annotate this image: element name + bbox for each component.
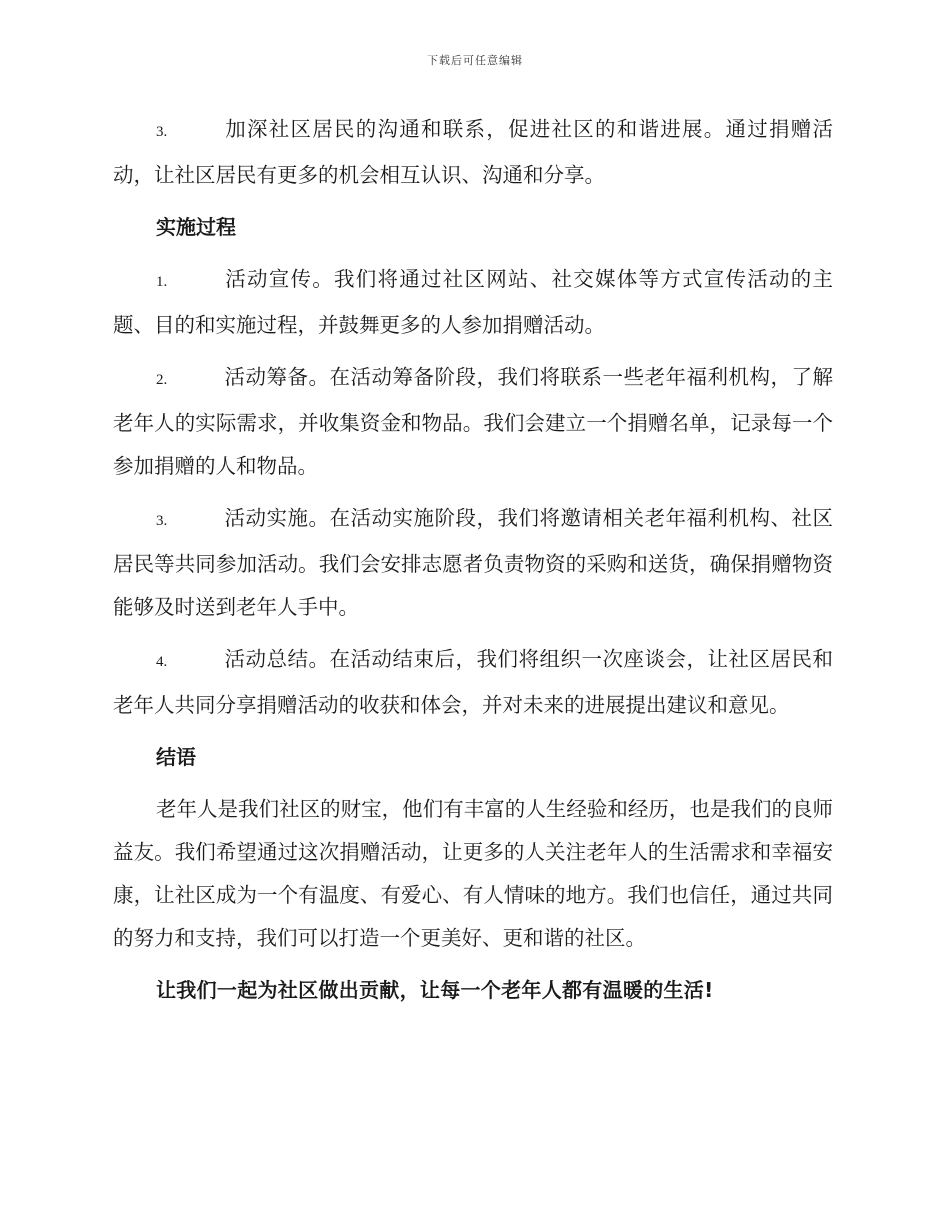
list-number: 2. [156, 372, 168, 388]
list-number: 3. [156, 124, 168, 140]
list-number: 1. [156, 274, 168, 290]
process-step-2-text: 活动筹备。在活动筹备阶段，我们将联系一些老年福利机构，了解老年人的实际需求，并收集资金和物品。我们会建立一个捐赠名单，记录每一个参加捐赠的人和物品。 [113, 365, 833, 478]
process-step-4 [113, 638, 833, 727]
process-step-3 [113, 497, 833, 629]
process-step-4-text: 活动总结。在活动结束后，我们将组织一次座谈会，让社区居民和老年人共同分享捐赠活动的收获和体会，并对未来的进展提出建议和意见。 [113, 647, 833, 717]
process-step-1 [113, 258, 833, 347]
process-step-3-text: 活动实施。在活动实施阶段，我们将邀请相关老年福利机构、社区居民等共同参加活动。我们会安排志愿者负责物资的采购和送货，确保捐赠物资能够及时送到老年人手中。 [113, 506, 833, 619]
document-body [113, 108, 833, 1021]
goal-item-3-text: 加深社区居民的沟通和联系，促进社区的和谐进展。通过捐赠活动，让社区居民有更多的机会相互认识、沟通和分享。 [113, 117, 833, 187]
section-heading-conclusion: 结语 [156, 745, 196, 769]
list-number: 4. [156, 654, 168, 670]
process-step-2 [113, 356, 833, 488]
closing-statement: 让我们一起为社区做出贡献，让每一个老年人都有温暖的生活! [156, 978, 714, 1002]
section-heading-process: 实施过程 [156, 215, 236, 239]
goal-item-3 [113, 108, 833, 197]
process-step-1-text: 活动宣传。我们将通过社区网站、社交媒体等方式宣传活动的主题、目的和实施过程，并鼓舞更多的人参加捐赠活动。 [113, 267, 833, 337]
list-number: 3. [156, 513, 168, 529]
conclusion-paragraph: 老年人是我们社区的财宝，他们有丰富的人生经验和经历，也是我们的良师益友。我们希望通过这次捐赠活动，让更多的人关注老年人的生活需求和幸福安康，让社区成为一个有温度、有爱心、有人情味的地方。我们也信任，通过共同的努力和支持，我们可以打造一个更美好、更和谐的社区。 [113, 797, 833, 950]
page-header-note: 下载后可任意编辑 [427, 54, 523, 67]
